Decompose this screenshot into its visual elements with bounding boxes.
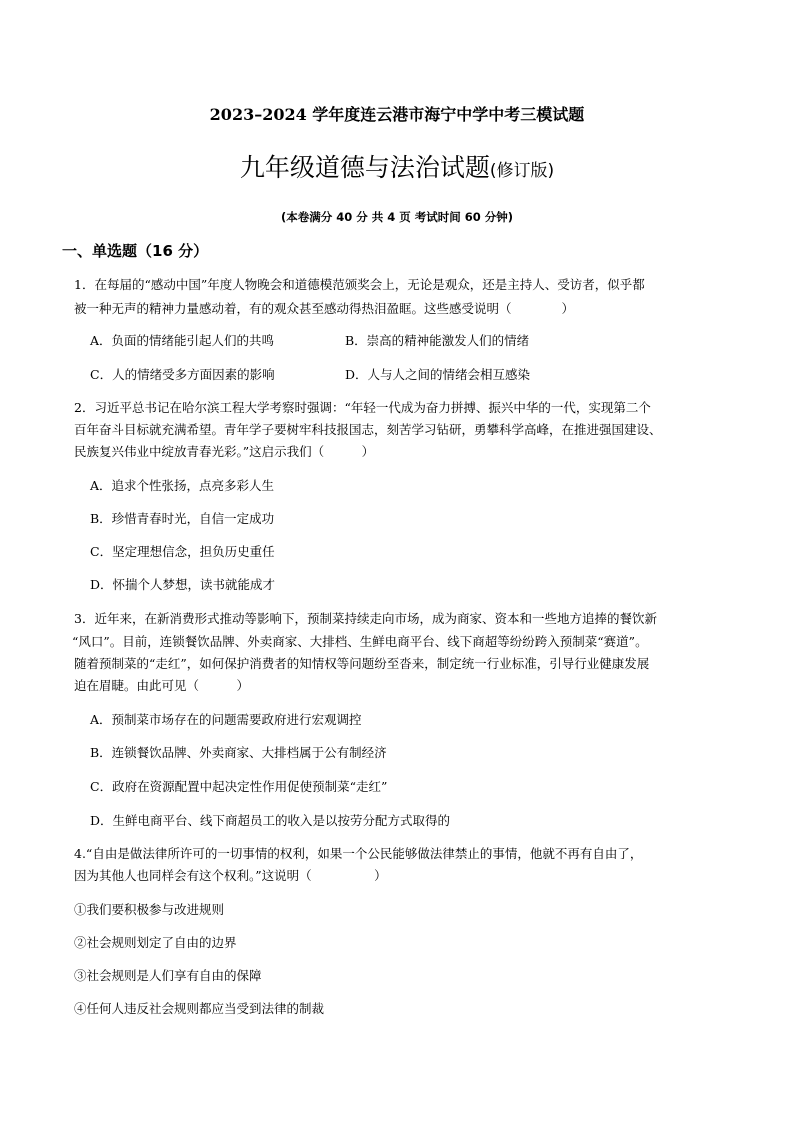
question-2-option-d: D．怀揣个人梦想，读书就能成才 xyxy=(90,577,276,592)
question-4-statement-3: ③社会规则是人们享有自由的保障 xyxy=(74,968,262,983)
question-2-option-a: A．追求个性张扬，点亮多彩人生 xyxy=(90,478,275,493)
question-3-option-c: C．政府在资源配置中起决定性作用促使预制菜“走红” xyxy=(90,779,388,794)
question-3-line-2: “风口”。目前，连锁餐饮品牌、外卖商家、大排档、生鲜电商平台、线下商超等纷纷跨入预制菜“赛道”。 xyxy=(72,634,648,649)
question-4-line-1: 4.“自由是做法律所许可的一切事情的权利，如果一个公民能够做法律禁止的事情，他就不再有自由了， xyxy=(74,846,643,861)
question-1-option-a: A．负面的情绪能引起人们的共鸣 xyxy=(90,333,275,348)
question-4-statement-2: ②社会规则划定了自由的边界 xyxy=(74,935,237,950)
question-1-option-b: B．崇高的精神能激发人们的情绪 xyxy=(345,333,530,348)
question-1-line-1: 1．在每届的“感动中国”年度人物晚会和道德模范颁奖会上，无论是观众，还是主持人、受访者，似乎都 xyxy=(74,277,645,292)
question-2-line-1: 2．习近平总书记在哈尔滨工程大学考察时强调：“年轻一代成为奋力拼搏、振兴中华的一代，实现第二个 xyxy=(74,400,651,415)
question-3-line-1: 3．近年来，在新消费形式推动等影响下，预制菜持续走向市场，成为商家、资本和一些地方追捧的餐饮新 xyxy=(74,611,657,626)
question-4-statement-1: ①我们要积极参与改进规则 xyxy=(74,902,225,917)
question-2-option-c: C．坚定理想信念，担负历史重任 xyxy=(90,544,275,559)
section-title-single-choice: 一、单选题（16 分） xyxy=(62,242,209,260)
question-4-line-2: 因为其他人也同样会有这个权利。”这说明（ ） xyxy=(74,868,387,883)
exam-main-title xyxy=(0,151,794,188)
question-3-option-d: D．生鲜电商平台、线下商超员工的收入是以按劳分配方式取得的 xyxy=(90,813,451,828)
question-3-option-b: B．连锁餐饮品牌、外卖商家、大排档属于公有制经济 xyxy=(90,745,387,760)
main-title-text: 九年级道德与法治试题 xyxy=(239,153,490,182)
question-1-option-d: D．人与人之间的情绪会相互感染 xyxy=(345,367,531,382)
question-4-statement-4: ④任何人违反社会规则都应当受到法律的制裁 xyxy=(74,1001,325,1016)
question-2-option-b: B．珍惜青春时光，自信一定成功 xyxy=(90,511,275,526)
main-title-revision-note: (修订版) xyxy=(489,161,555,181)
question-2-line-2: 百年奋斗目标就充满希望。青年学子要树牢科技报国志，刻苦学习钻研，勇攀科学高峰，在推进强国建设、 xyxy=(74,422,662,437)
exam-header-title: 2023–2024 学年度连云港市海宁中学中考三模试题 xyxy=(209,105,585,124)
question-3-line-3: 随着预制菜的“走红”，如何保护消费者的知情权等问题纷至沓来，制定统一行业标准，引导行业健康发展 xyxy=(74,656,650,671)
question-1-option-c: C．人的情绪受多方面因素的影响 xyxy=(90,367,275,382)
exam-info: (本卷满分 40 分 共 4 页 考试时间 60 分钟) xyxy=(280,210,514,224)
question-2-line-3: 民族复兴伟业中绽放青春光彩。”这启示我们（ ） xyxy=(74,444,375,459)
question-3-option-a: A．预制菜市场存在的问题需要政府进行宏观调控 xyxy=(90,712,362,727)
question-3-line-4: 迫在眉睫。由此可见（ ） xyxy=(74,678,250,693)
question-1-line-2: 被一种无声的精神力量感动着，有的观众甚至感动得热泪盈眶。这些感受说明（ ） xyxy=(74,301,575,316)
